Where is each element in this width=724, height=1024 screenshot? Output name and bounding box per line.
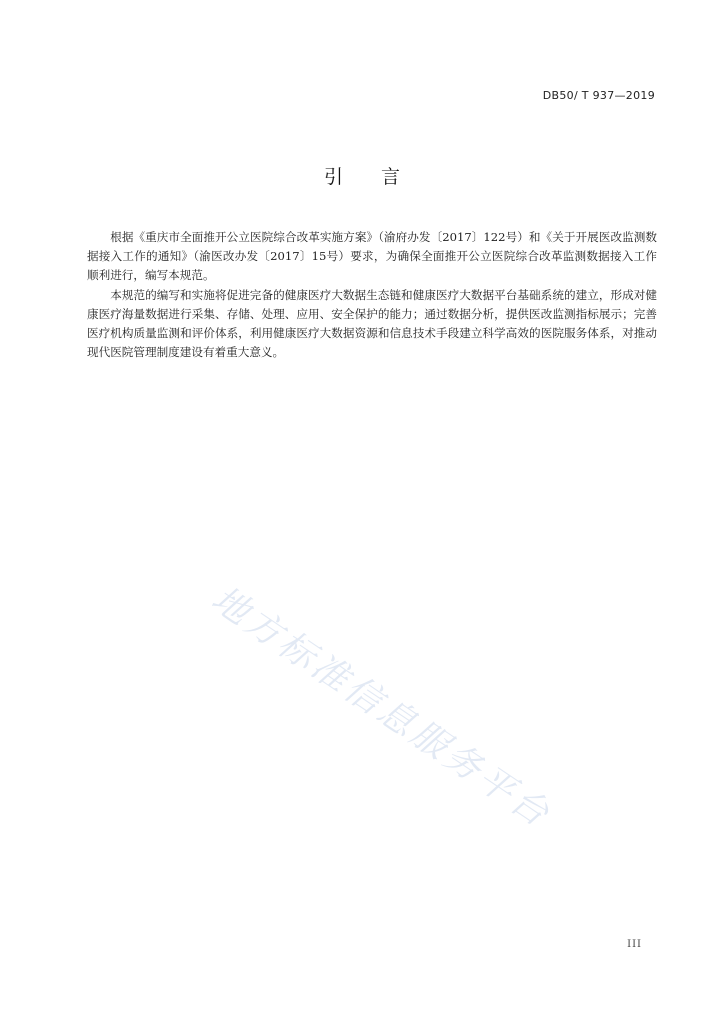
paragraph-2: 本规范的编写和实施将促进完备的健康医疗大数据生态链和健康医疗大数据平台基础系统的建立，形成对健康医疗海量数据进行采集、存储、处理、应用、安全保护的能力；通过数据分析，提供医改监测指标展示；完善医疗机构质量监测和评价体系，利用健康医疗大数据资源和信息技术手段建立科学高效的医院服务体系，对推动现代医院管理制度建设有着重大意义。	[87, 287, 657, 360]
page-number: III	[627, 939, 642, 950]
standard-code: DB50/ T 937—2019	[542, 89, 655, 102]
watermark: 地方标准信息服务平台	[204, 578, 559, 837]
body-text	[87, 228, 657, 362]
section-title: 引言	[323, 166, 438, 188]
paragraph-1: 根据《重庆市全面推开公立医院综合改革实施方案》（渝府办发〔2017〕122号）和《关于开展医改监测数据接入工作的通知》（渝医改办发〔2017〕15号）要求，为确保全面推开公立医院综合改革监测数据接入工作顺利进行，编写本规范。	[87, 230, 657, 283]
